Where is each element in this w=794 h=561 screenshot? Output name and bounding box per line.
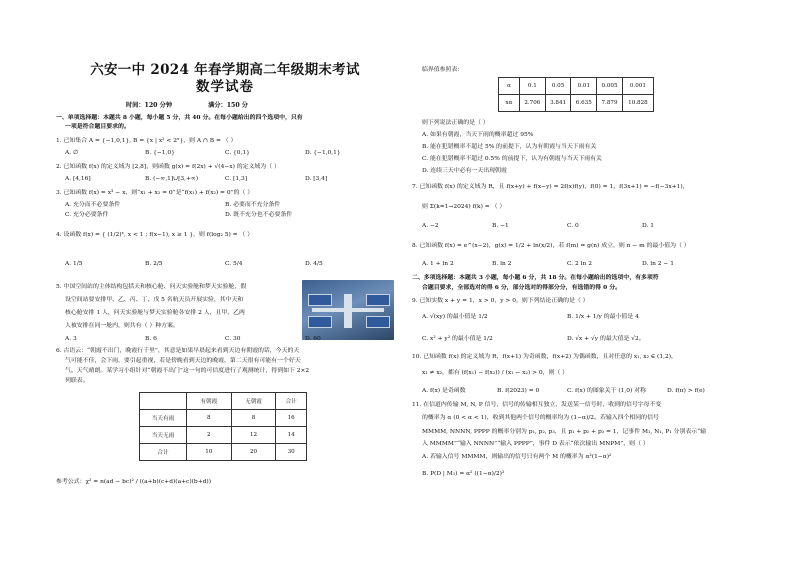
reference-formula: 参考公式：χ² = n(ad − bc)² / ((a+b)(c+d)(a+c)(b+d)) (56, 479, 212, 485)
section1-header-cont: 一项是符合题目要求的。 (65, 123, 130, 130)
q5-option-d: D. 60 (305, 336, 321, 342)
table-cell: 20 (231, 444, 276, 461)
q5-line-4: 人被安排在同一舱内，则共有（ ）种方案。 (65, 323, 179, 329)
q7-option-c: C. 0 (567, 223, 579, 229)
q4-option-c: C. 5/4 (225, 261, 243, 267)
q3-option-c: C. 充分必要条件 (65, 212, 109, 218)
q11-line-3: MMMM, NNNN, PPPP 的概率分别为 p₁, p₂, p₃，且 p₁ + p₂ + p₃ = 1，记事件 M₁, N₁, P₁ 分别表示“输 (422, 429, 707, 435)
q3-option-d: D. 既不充分也不必要条件 (225, 212, 293, 218)
q8-option-c: C. 2 ln 2 (567, 261, 592, 267)
q10-option-d: D. f(π) > f(e) (667, 388, 705, 394)
q6b-option-c: C. 能在犯错概率不超过 0.5% 的前提下，认为有朝霞与当天下雨有关 (422, 156, 602, 162)
q9-option-d: D. √x + √y 的最大值是 √2。 (567, 336, 645, 342)
q6b-stem: 则下列说法正确的是（ ） (422, 120, 489, 126)
q4-option-d: D. 4/5 (305, 261, 323, 267)
q4-stem: 4. 设函数 f(x) = { (1/2)ˣ, x < 1 ; f(x−1), x ≥ 1 }，则 f(log₂ 5) = （ ） (56, 232, 254, 238)
table-cell: 10 (187, 444, 232, 461)
q1-stem: 1. 已知集合 A = {−1,0,1}, B = {x | x² < 2ˣ}，则 A ∩ B = （ ） (56, 138, 237, 144)
table-row (140, 444, 307, 461)
q8-stem: 8. 已知函数 f(x) = e^(x−2)，g(x) = 1/2 + ln(x/2)，若 f(m) = g(n) 成立，则 n − m 的最小值为（ ） (412, 243, 690, 249)
table-header-cell: 有朝霞 (187, 393, 232, 410)
q2-option-b: B. (−∞,1]∪[3,+∞) (145, 176, 199, 182)
table-row (499, 95, 654, 112)
q10-stem-cont: x₁ ≠ x₂，都有 (f(x₁) − f(x₂)) / (x₁ − x₂) > 0，则（ ） (422, 370, 569, 376)
q8-option-a: A. 1 + ln 2 (422, 261, 454, 267)
table-cell: 10.828 (622, 95, 653, 112)
q2-option-d: D. [3,4] (305, 176, 328, 182)
q3-stem: 3. 已知函数 f(x) = x³ − x，则“x₁ + x₂ = 0”是“f(x₁) + f(x₂) = 0”的（ ） (56, 190, 254, 196)
q7-option-a: A. −2 (422, 223, 439, 229)
q1-option-a: A. ∅ (65, 150, 79, 156)
table-header-cell (140, 393, 187, 410)
q4-option-b: B. 2/5 (145, 261, 163, 267)
q9-option-a: A. √(xy) 的最小值是 1/2 (422, 314, 488, 320)
q5-option-a: A. 3 (65, 336, 77, 342)
table-cell: 0.005 (597, 78, 623, 95)
table-cell: 8 (187, 410, 232, 427)
table-header-cell: 无朝霞 (231, 393, 276, 410)
table-cell: 6.635 (571, 95, 597, 112)
q6-line-3: 气。天气晴朗。某学习小组针对“朝霞不出门”这一句的可信度进行了观测统计，得到如下 2×2 (65, 368, 310, 374)
q11-line-4: 入 MMMM”“输入 NNNN”“输入 PPPP”，事件 D 表示“依次输出 MNPM”，则（ ） (422, 441, 649, 447)
critical-value-intro: 临界值参照表： (422, 67, 464, 73)
q5-option-c: C. 30 (225, 336, 241, 342)
table-cell: 2.706 (520, 95, 546, 112)
table-cell: 16 (276, 410, 307, 427)
contingency-table (139, 392, 307, 461)
q1-option-b: B. {−1,0} (145, 150, 175, 156)
q6-line-2: 气可能不佳，会下雨，要引起重视，若是傍晚看到天边的晚霞，第二天很有可能有一个好天 (65, 358, 301, 364)
table-cell: 0.05 (545, 78, 571, 95)
section2-header: 二、多项选择题：本题共 3 小题，每小题 6 分，共 18 分。在每小题给出的选项中，有多项符 (412, 274, 659, 281)
table-cell: 30 (276, 444, 307, 461)
q9-option-c: C. x² + y² 的最小值是 1/2 (422, 336, 493, 342)
q1-option-c: C. {0,1} (225, 150, 250, 156)
table-row (140, 427, 307, 444)
table-cell: 0.001 (622, 78, 653, 95)
q5-option-b: B. 6 (145, 336, 157, 342)
critical-value-table (498, 77, 654, 112)
q4-option-a: A. 1/5 (65, 261, 83, 267)
exam-time: 时间：120 分钟 (126, 102, 173, 109)
q11-option-b: B. P(D | M₁) = α² ((1−α)/2)² (422, 471, 505, 477)
table-cell: 0.1 (520, 78, 546, 95)
section1-header: 一、单项选择题：本题共 8 小题，每小题 5 分，共 40 分。在每小题给出的四个选项中，只有 (56, 114, 303, 121)
q11-line-1: 11. 在信道内传输 M, N, P 信号，信号的传输相互独立，发送某一信号时，收到的信号字母不变 (412, 402, 662, 408)
q2-option-a: A. [4,16] (65, 176, 91, 182)
table-cell: α (499, 78, 520, 95)
q6b-option-a: A. 如果有朝霞，当天下雨的概率超过 95% (422, 132, 534, 138)
q6b-option-b: B. 能在犯错概率不超过 5% 的前提下，认为有朝霞与当天下雨有关 (422, 144, 597, 150)
q7-stem-cont: 则 Σ(k=1→2024) f(k) = （ ） (422, 204, 506, 210)
q10-option-b: B. f(2023) = 0 (497, 388, 540, 394)
q3-option-b: B. 必要而不充分条件 (225, 202, 281, 208)
table-row (499, 78, 654, 95)
q10-stem: 10. 已知函数 f(x) 的定义域为 R，f(x+1) 为奇函数，f(x+2) 为偶函数，且对任意的 x₁, x₂ ∈ (1,2)， (412, 354, 677, 360)
table-cell: 合计 (140, 444, 187, 461)
q9-option-b: B. 1/x + 1/y 的最小值是 4 (567, 314, 639, 320)
q3-option-a: A. 充分而不必要条件 (65, 202, 121, 208)
q6-line-4: 列联表。 (65, 378, 89, 384)
q1-option-d: D. {−1,0,1} (305, 150, 341, 156)
table-cell: 0.01 (571, 78, 597, 95)
exam-meta (126, 100, 282, 109)
q10-option-a: A. f(x) 是奇函数 (422, 388, 466, 394)
q5-line-1: 5. 中国空间站的主体结构包括天和核心舱、问天实验舱和梦天实验舱，假 (56, 284, 247, 290)
q6-line-1: 6. 古语云：“朝霞不出门，晚霞行千里”，其意是如果早晨起来看到天边有朝霞的话，今天的天 (56, 348, 300, 354)
table-cell: xα (499, 95, 520, 112)
q7-option-d: D. 1 (642, 223, 655, 229)
space-station-image (302, 280, 394, 340)
q2-stem: 2. 已知函数 f(x) 的定义域为 [2,8]，则函数 g(x) = f(2x) + √(4−x) 的定义域为（ ） (56, 164, 280, 170)
q8-option-b: B. ln 2 (492, 261, 512, 267)
section2-header-cont: 合题目要求，全部选对的得 6 分，部分选对的得部分分，有选错的得 0 分。 (422, 284, 622, 291)
table-cell: 2 (187, 427, 232, 444)
q9-stem: 9. 已知实数 x + y = 1，x > 0，y > 0，则下列结论正确的是（ ） (412, 298, 589, 304)
table-cell: 当天无雨 (140, 427, 187, 444)
table-cell: 12 (231, 427, 276, 444)
q11-line-2: 的概率为 α (0 < α < 1)，收到其他两个信号的概率均为 (1−α)/2。若输入四个相同的信号 (422, 415, 659, 421)
table-cell: 当天有雨 (140, 410, 187, 427)
table-header-cell: 合计 (276, 393, 307, 410)
table-cell: 3.841 (545, 95, 571, 112)
table-cell: 14 (276, 427, 307, 444)
exam-subtitle: 数学试卷 (196, 79, 254, 95)
q2-option-c: C. [1,3] (225, 176, 248, 182)
table-row (140, 410, 307, 427)
table-header-row (140, 393, 307, 410)
q5-line-2: 设空间站要安排甲、乙、丙、丁、戊 5 名航天员开展实验，其中天和 (65, 297, 244, 303)
exam-title: 六安一中 2024 年春学期高二年级期末考试 (90, 62, 360, 78)
q6b-option-d: D. 连续三天中必有一天出现朝霞 (422, 168, 507, 174)
q5-line-3: 核心舱安排 1 人，问天实验舱与梦天实验舱各安排 2 人，且甲、乙两 (65, 310, 245, 316)
table-cell: 8 (231, 410, 276, 427)
table-cell: 7.879 (597, 95, 623, 112)
q8-option-d: D. ln 2 − 1 (642, 261, 674, 267)
q7-stem: 7. 已知函数 f(x) 的定义域为 R，且 f(x+y) + f(x−y) = 2f(x)f(y)，f(0) = 1，f(3x+1) = −f(−3x+1)， (412, 184, 689, 190)
q10-option-c: C. f(x) 的图象关于 (1,0) 对称 (567, 388, 646, 394)
exam-score: 满分：150 分 (208, 102, 248, 109)
q7-option-b: B. −1 (492, 223, 509, 229)
q11-option-a: A. 若输入信号 MMMM，则输出的信号只有两个 M 的概率为 α²(1−α)² (422, 454, 612, 460)
